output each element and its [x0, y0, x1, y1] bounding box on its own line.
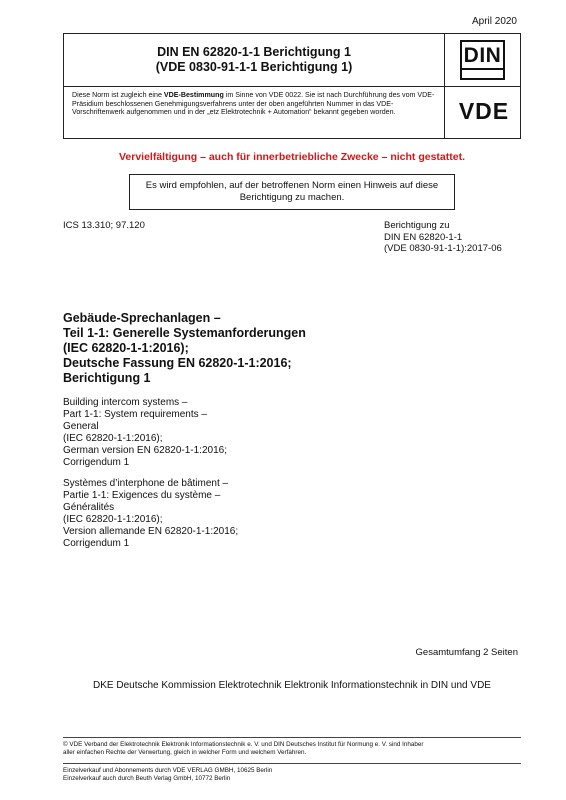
notice-line1: Es wird empfohlen, auf der betroffenen Norm einen Hinweis auf diese	[145, 180, 439, 191]
dke-line: DKE Deutsche Kommission Elektrotechnik Elektronik Informationstechnik in DIN und VDE	[93, 680, 491, 691]
footer-divider-bottom	[63, 763, 521, 764]
title-french-line3: Généralités	[63, 502, 115, 513]
ics-code: ICS 13.310; 97.120	[63, 220, 145, 231]
title-english-line4: (IEC 62820-1-1:2016);	[63, 433, 163, 444]
reference-line3: (VDE 0830-91-1-1):2017-06	[384, 243, 502, 254]
reproduction-warning: Vervielfältigung – auch für innerbetriebliche Zwecke – nicht gestattet.	[118, 151, 465, 163]
title-german-line2: Teil 1-1: Generelle Systemanforderungen	[63, 326, 306, 340]
header-divider-horizontal	[64, 86, 520, 87]
din-logo	[460, 40, 505, 80]
title-english	[63, 397, 483, 469]
reference-line2: DIN EN 62820-1-1	[384, 231, 463, 243]
title-french	[63, 478, 483, 550]
sales-line1: Einzelverkauf und Abonnements durch VDE VERLAG GMBH, 10625 Berlin	[63, 767, 273, 774]
corrigendum-reference	[384, 220, 502, 255]
notice-box	[129, 174, 455, 210]
title-german-line1: Gebäude-Sprechanlagen –	[63, 311, 221, 325]
title-french-line4: (IEC 62820-1-1:2016);	[63, 514, 163, 525]
header-box	[63, 33, 521, 139]
document-title	[64, 34, 444, 86]
footer-divider-top	[63, 737, 521, 738]
note-text-bold: VDE-Bestimmung	[163, 91, 224, 99]
title-english-line2: Part 1-1: System requirements –	[63, 409, 207, 420]
note-text-start: Diese Norm ist zugleich eine	[72, 91, 164, 99]
vde-logo: VDE	[458, 98, 510, 124]
notice-line2: Berichtigung zu machen.	[239, 192, 345, 203]
copyright-line1: © VDE Verband der Elektrotechnik Elektronik Informationstechnik e. V. und DIN Deutsches Institut für Normung e. V. sind Inhaber	[63, 741, 424, 748]
title-german-line3: (IEC 62820-1-1:2016);	[63, 341, 189, 355]
sales-line2: Einzelverkauf auch durch Beuth Verlag GmbH, 10772 Berlin	[63, 775, 231, 782]
vde-regulation-note	[72, 91, 438, 117]
publication-date: April 2020	[471, 16, 517, 27]
total-pages: Gesamtumfang 2 Seiten	[415, 647, 518, 658]
reference-line1: Berichtigung zu	[384, 220, 450, 231]
title-french-line2: Partie 1-1: Exigences du système –	[63, 490, 221, 501]
title-french-line1: Systèmes d’interphone de bâtiment –	[63, 478, 229, 489]
note-text-end: im Sinne von VDE 0022. Sie ist nach Durchführung des vom VDE-Präsidium beschlossenen Genehmigungsverfahrens unter der oben angeführten Nummer in das VDE-Vorschriftenwerk aufgenommen und in der „etz Elektrotechnik + Automation“ bekannt gegeben worden.	[72, 91, 435, 117]
title-english-line5: German version EN 62820-1-1:2016;	[63, 445, 227, 456]
sales-info	[63, 767, 521, 783]
copyright-notice	[63, 741, 521, 757]
title-german-line4: Deutsche Fassung EN 62820-1-1:2016;	[63, 356, 292, 370]
din-logo-text: DIN	[463, 44, 502, 67]
title-german-line5: Berichtigung 1	[63, 371, 151, 385]
title-german	[63, 311, 483, 386]
title-english-line6: Corrigendum 1	[63, 457, 130, 468]
din-logo-bar	[462, 68, 503, 70]
title-french-line6: Corrigendum 1	[63, 538, 130, 549]
title-french-line5: Version allemande EN 62820-1-1:2016;	[63, 526, 239, 537]
title-english-line3: General	[63, 421, 99, 432]
title-english-line1: Building intercom systems –	[63, 397, 188, 408]
copyright-line2: aller einfachen Rechte der Verwertung, gleich in welcher Form und welchem Verfahren.	[63, 749, 307, 756]
document-title-line2: (VDE 0830-91-1-1 Berichtigung 1)	[155, 60, 353, 74]
document-title-line1: DIN EN 62820-1-1 Berichtigung 1	[157, 45, 351, 59]
